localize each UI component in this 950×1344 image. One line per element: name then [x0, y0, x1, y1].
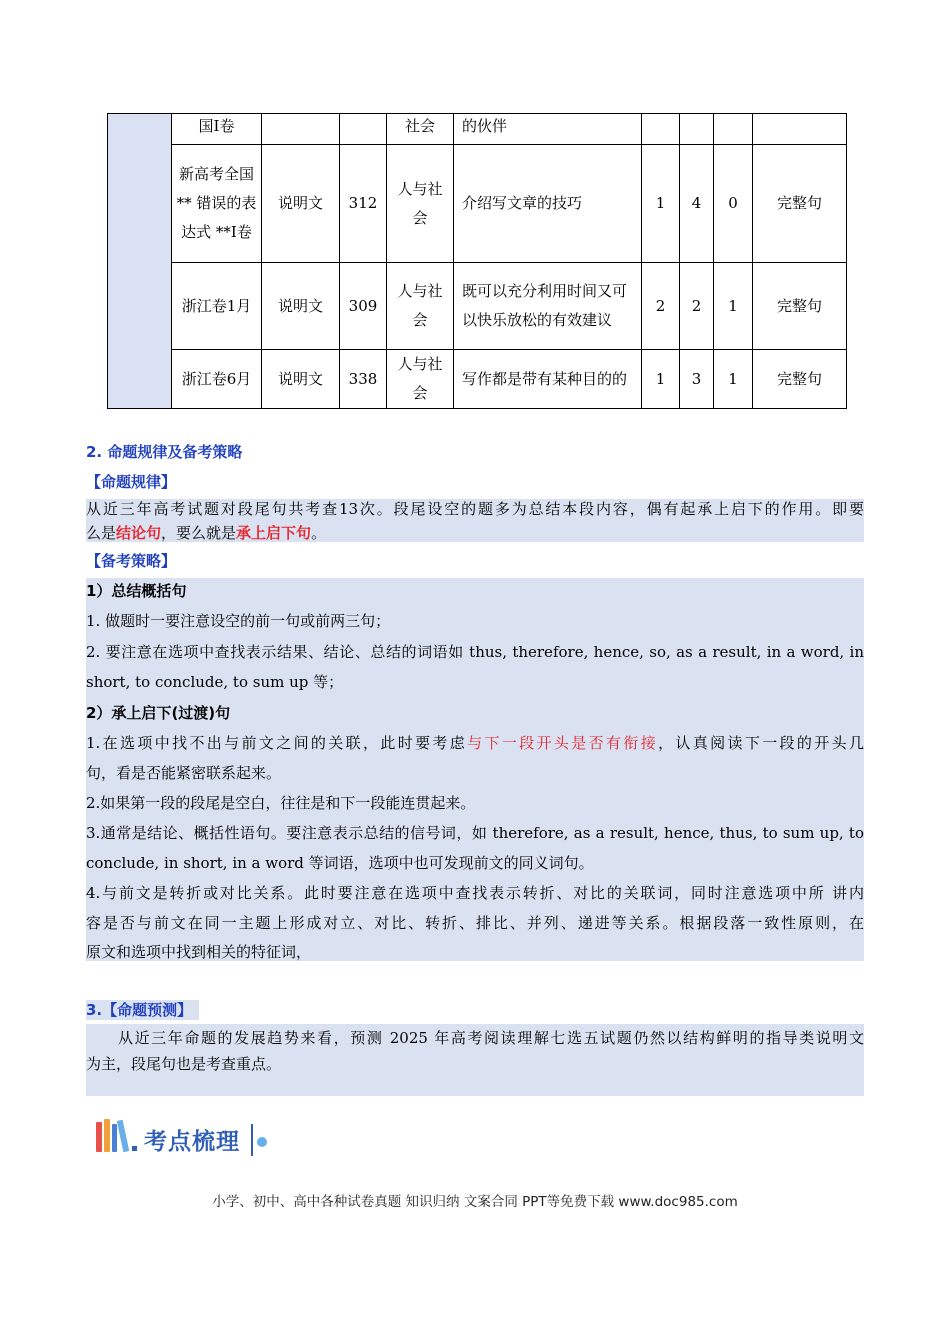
- cell-n3: 1: [714, 263, 753, 350]
- page-footer: 小学、初中、高中各种试卷真题 知识归纳 文案合同 PPT等免费下载 www.doc985.com: [212, 1194, 738, 1210]
- rule-text-line-2: [86, 520, 864, 546]
- sub2-item-4-line-3: 原文和选项中找到相关的特征词，: [86, 943, 312, 961]
- cell-words: 338: [340, 350, 387, 409]
- table-row: [108, 114, 847, 145]
- cell-n3: [714, 114, 753, 145]
- strategy-label: 【备考策略】: [86, 552, 177, 570]
- sub2-item-1-line-2: 句，看是否能紧密联系起来。: [86, 764, 282, 782]
- table-row: [108, 263, 847, 350]
- cell-paper: 浙江卷1月: [172, 263, 262, 350]
- sub2-item-4-line-2: 容是否与前文在同一主题上形成对立、对比、转折、排比、并列、递进等关系。根据段落一致性原则，在: [86, 914, 864, 932]
- cell-n1: 1: [642, 350, 680, 409]
- cell-n2: 3: [680, 350, 714, 409]
- cell-type: 完整句: [753, 263, 847, 350]
- rule-label: 【命题规律】: [86, 473, 177, 491]
- cell-n2: 2: [680, 263, 714, 350]
- section-3-heading: 3.【命题预测】: [86, 1001, 193, 1019]
- cell-theme: 社会: [387, 114, 454, 145]
- table-row: [108, 350, 847, 409]
- cell-type: 完整句: [753, 350, 847, 409]
- sub2-title: 2）承上启下(过渡)句: [86, 704, 231, 722]
- cell-genre: 说明文: [262, 145, 340, 263]
- cell-paper: 国I卷: [172, 114, 262, 145]
- prediction-line-1: 从近三年命题的发展趋势来看，预测 2025 年高考阅读理解七选五试题仍然以结构鲜明的指导类说明文: [118, 1029, 864, 1047]
- sub2-item-1-line-1: [86, 728, 864, 758]
- cell-words: 309: [340, 263, 387, 350]
- banner-label: 考点梳理: [144, 1129, 240, 1155]
- sub1-item-2-line-1: 2. 要注意在选项中查找表示结果、结论、总结的词语如 thus, therefore, hence, so, as a result, in a word, in: [86, 643, 864, 661]
- cell-n2: 4: [680, 145, 714, 263]
- cell-paper: 新高考全国** 错误的表达式 **I卷: [172, 145, 262, 263]
- cell-theme: 人与社会: [387, 263, 454, 350]
- sub2-item-2: 2.如果第一段的段尾是空白，往往是和下一段能连贯起来。: [86, 794, 476, 812]
- exam-table: [107, 113, 847, 409]
- rule-red-transition: 承上启下句: [236, 524, 312, 542]
- cell-topic: 介绍写文章的技巧: [454, 145, 642, 263]
- sub2-item-1-red: 与下一段开头是否有衔接: [467, 734, 659, 752]
- rule-text-2c: 。: [311, 524, 327, 542]
- prediction-line-2: 为主，段尾句也是考查重点。: [86, 1055, 282, 1073]
- sub2-item-4-line-1: 4.与前文是转折或对比关系。此时要注意在选项中查找表示转折、对比的关联词，同时注意选项中所 讲内: [86, 884, 864, 902]
- cell-words: 312: [340, 145, 387, 263]
- cell-n1: 2: [642, 263, 680, 350]
- rule-text-2b: ，要么就是: [161, 524, 237, 542]
- cell-n1: 1: [642, 145, 680, 263]
- cell-theme: 人与社会: [387, 350, 454, 409]
- year-cell: [108, 114, 172, 409]
- cell-genre: [262, 114, 340, 145]
- cell-words: [340, 114, 387, 145]
- cell-n3: 0: [714, 145, 753, 263]
- cell-type: [753, 114, 847, 145]
- table-row: [108, 145, 847, 263]
- cell-paper: 浙江卷6月: [172, 350, 262, 409]
- sub1-item-1: 1. 做题时一要注意设空的前一句或前两三句；: [86, 612, 391, 630]
- sub1-title: 1）总结概括句: [86, 582, 187, 600]
- sub1-item-2-line-2: short, to conclude, to sum up 等；: [86, 673, 344, 691]
- cell-n2: [680, 114, 714, 145]
- rule-text-2a: 么是: [86, 524, 117, 542]
- cell-topic: 的伙伴: [454, 114, 642, 145]
- cell-theme: 人与社会: [387, 145, 454, 263]
- sub2-item-3-line-2: conclude, in short, in a word 等词语，选项中也可发现前文的同义词句。: [86, 854, 594, 872]
- cell-topic: 写作都是带有某种目的的: [454, 350, 642, 409]
- cell-genre: 说明文: [262, 263, 340, 350]
- sub2-item-1-b: ，认真阅读下一段的开头几: [658, 734, 864, 752]
- rule-red-conclusion: 结论句: [116, 524, 162, 542]
- cell-genre: 说明文: [262, 350, 340, 409]
- table-body: [108, 114, 847, 409]
- cell-n1: [642, 114, 680, 145]
- sub2-item-1-a: 1.在选项中找不出与前文之间的关联，此时要考虑: [86, 734, 468, 752]
- rule-text-line-1: 从近三年高考试题对段尾句共考查13次。段尾设空的题多为总结本段内容，偶有起承上启下的作用。即要: [86, 500, 864, 518]
- sub2-item-3-line-1: 3.通常是结论、概括性语句。要注意表示总结的信号词，如 therefore, as a result, hence, thus, to sum up, to: [86, 824, 864, 842]
- cell-n3: 1: [714, 350, 753, 409]
- cell-type: 完整句: [753, 145, 847, 263]
- kaodian-banner: [94, 1116, 274, 1160]
- section-2-heading: 2. 命题规律及备考策略: [86, 443, 243, 461]
- cell-topic: 既可以充分利用时间又可以快乐放松的有效建议: [454, 263, 642, 350]
